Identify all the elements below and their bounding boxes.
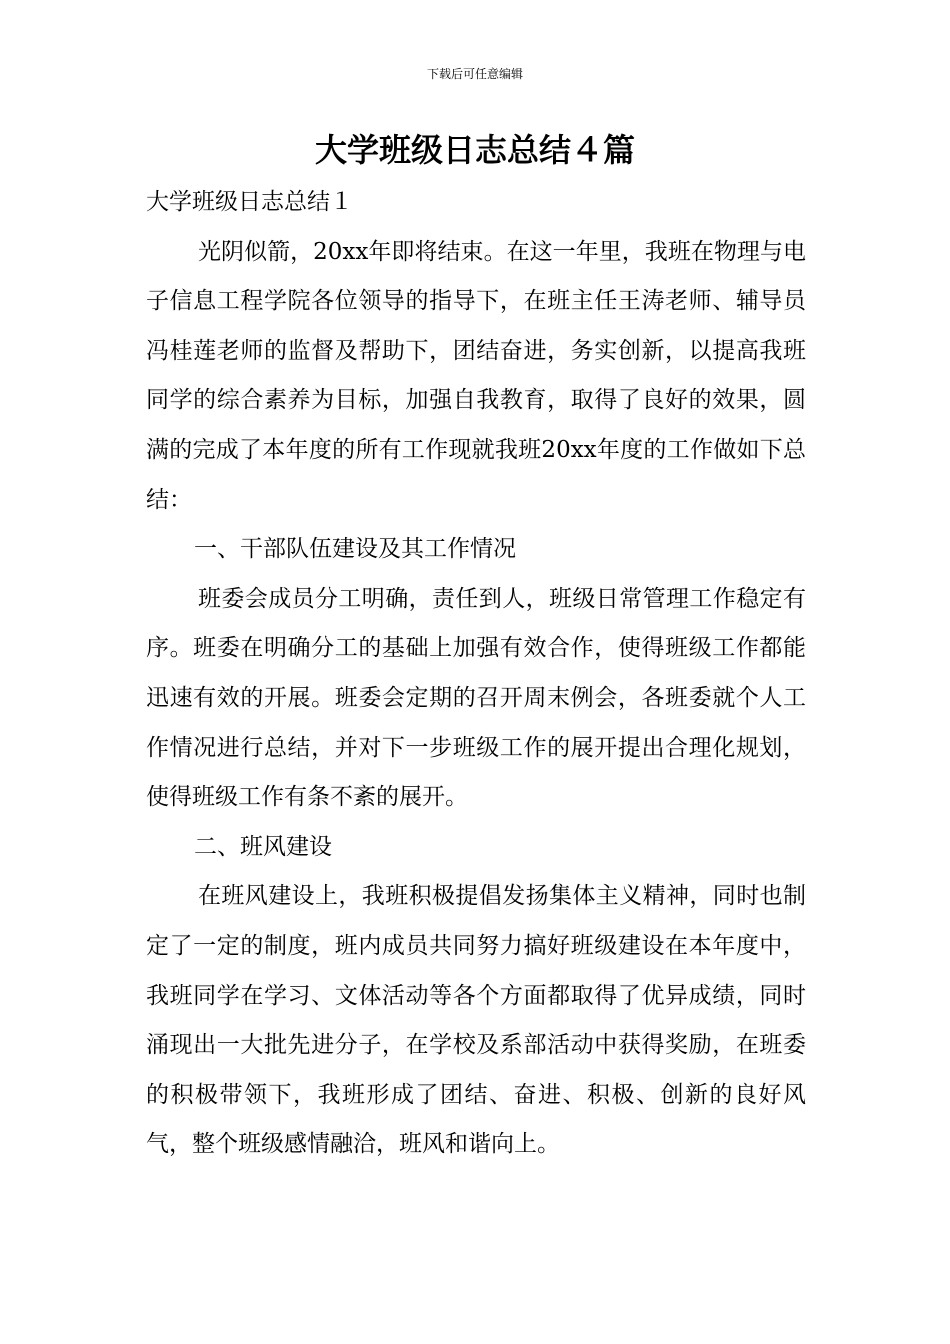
section-heading-2: 二、班风建设 [194,833,332,860]
paragraph-intro: 光阴似箭，20xx年即将结束。在这一年里，我班在物理与电子信息工程学院各位领导的指导下，在班主任王涛老师、辅导员冯桂莲老师的监督及帮助下，团结奋进，务实创新，以提高我班同学的综合素养为目标，加强自我教育，取得了良好的效果，圆满的完成了本年度的所有工作现就我班20xx年度的工作做如下总结： [146,238,806,513]
paragraph-cadre: 班委会成员分工明确，责任到人，班级日常管理工作稳定有序。班委在明确分工的基础上加强有效合作，使得班级工作都能迅速有效的开展。班委会定期的召开周末例会，各班委就个人工作情况进行总结，并对下一步班级工作的展开提出合理化规划，使得班级工作有条不紊的展开。 [146,585,806,811]
document-body [146,178,806,1170]
paragraph-class-style: 在班风建设上，我班积极提倡发扬集体主义精神，同时也制定了一定的制度，班内成员共同努力搞好班级建设在本年度中，我班同学在学习、文体活动等各个方面都取得了优异成绩，同时涌现出一大批先进分子，在学校及系部活动中获得奖励，在班委的积极带领下，我班形成了团结、奋进、积极、创新的良好风气，整个班级感情融洽，班风和谐向上。 [146,883,806,1158]
section-subtitle: 大学班级日志总结１ [146,189,353,215]
header-note: 下载后可任意编辑 [426,67,523,81]
section-heading-1: 一、干部队伍建设及其工作情况 [194,536,516,563]
document-title: 大学班级日志总结４篇 [314,131,635,169]
